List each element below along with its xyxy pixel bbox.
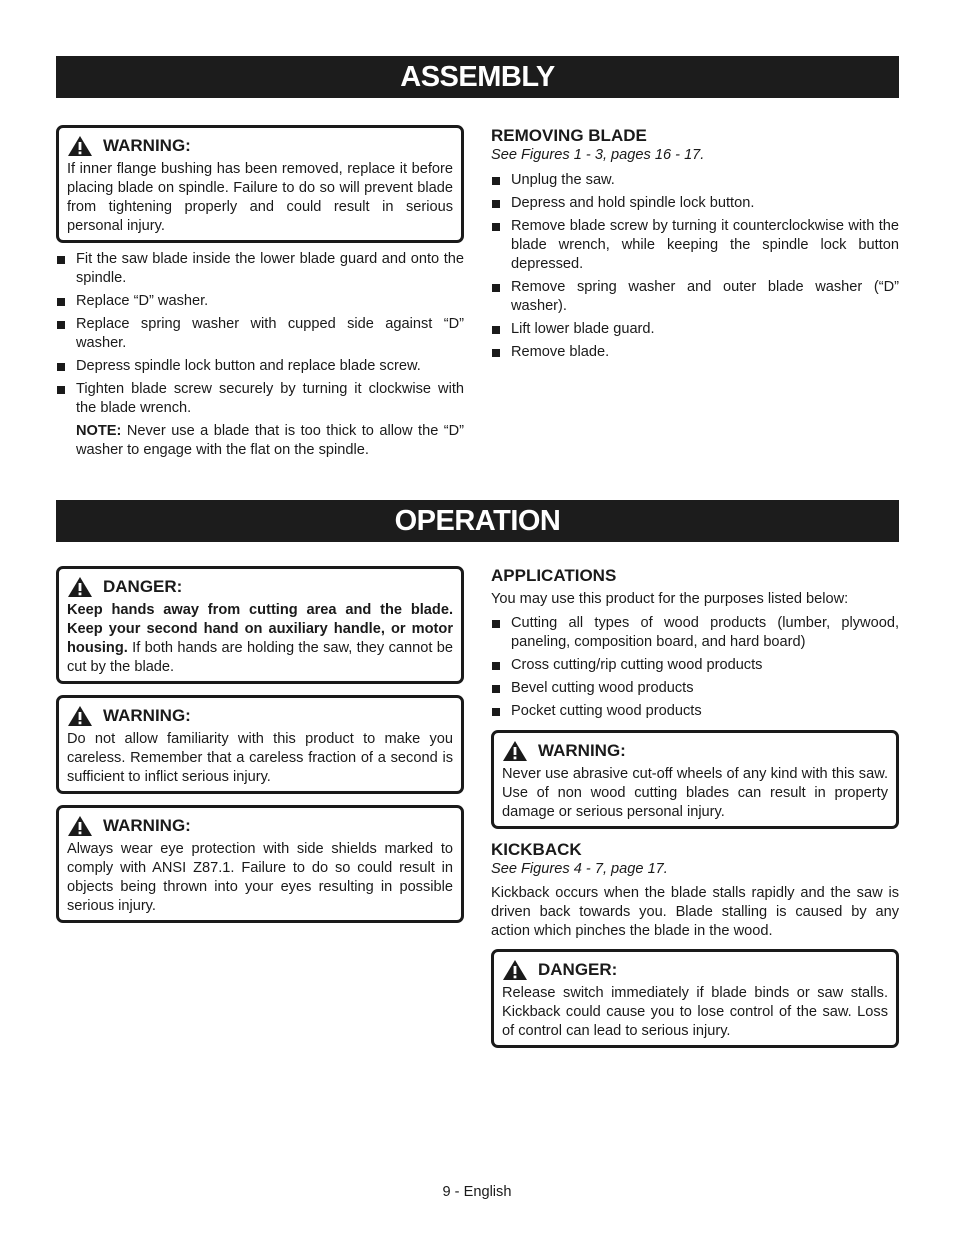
- applications-intro: You may use this product for the purposes listed below:: [491, 591, 849, 607]
- kickback-heading: KICKBACK: [491, 840, 582, 859]
- operation-right-column: [491, 566, 899, 1048]
- warning-label: WARNING:: [103, 816, 191, 835]
- warning-text: Always wear eye protection with side shields marked to comply with ANSI Z87.1. Failure to do so could result in objects being thrown into your eyes resulting in possible serious injury.: [67, 841, 453, 914]
- list-item: Tighten blade screw securely by turning it clockwise with the blade wrench.: [56, 380, 464, 418]
- list-item: Remove blade.: [491, 343, 899, 362]
- kickback-text: Kickback occurs when the blade stalls rapidly and the saw is driven back towards you. Blade stalling is caused by any action which pinches the blade in the wood.: [491, 885, 899, 939]
- note-label: NOTE:: [76, 423, 122, 439]
- warning-triangle-icon: [502, 740, 528, 762]
- danger-text: If both hands are holding the saw, they cannot be cut by the blade.: [67, 640, 453, 675]
- removing-blade-steps: [491, 171, 899, 362]
- danger-text: Release switch immediately if blade binds or saw stalls. Kickback could cause you to lose control of the saw. Loss of control can lead to serious injury.: [502, 985, 888, 1039]
- list-item: Lift lower blade guard.: [491, 320, 899, 339]
- assembly-steps: [56, 250, 464, 418]
- applications-heading: APPLICATIONS: [491, 566, 617, 585]
- warning-box-familiarity: [56, 695, 464, 794]
- warning-text: Do not allow familiarity with this product to make you careless. Remember that a careless fraction of a second is sufficient to inflict serious injury.: [67, 731, 453, 785]
- assembly-header: ASSEMBLY: [56, 56, 899, 98]
- danger-label: DANGER:: [538, 960, 618, 979]
- applications-list: [491, 614, 899, 721]
- list-item: Cross cutting/rip cutting wood products: [491, 656, 899, 675]
- warning-label: WARNING:: [103, 136, 191, 155]
- assembly-left-column: [56, 125, 464, 460]
- list-item: Remove spring washer and outer blade washer (“D” washer).: [491, 278, 899, 316]
- danger-box: [56, 566, 464, 684]
- warning-triangle-icon: [67, 815, 93, 837]
- warning-box-eye-protection: [56, 805, 464, 923]
- list-item: Remove blade screw by turning it counterclockwise with the blade wrench, while keeping the spindle lock button depressed.: [491, 217, 899, 274]
- kickback-ref: See Figures 4 - 7, page 17.: [491, 861, 668, 877]
- list-item: Unplug the saw.: [491, 171, 899, 190]
- warning-label: WARNING:: [538, 741, 626, 760]
- danger-bold-text: Keep hands away from cutting area and the blade. Keep your second hand on auxiliary handle, or motor housing.: [67, 602, 453, 656]
- list-item: Cutting all types of wood products (lumber, plywood, paneling, composition board, and hard board): [491, 614, 899, 652]
- danger-label: DANGER:: [103, 577, 183, 596]
- list-item: Depress spindle lock button and replace blade screw.: [56, 357, 464, 376]
- operation-header: OPERATION: [56, 500, 899, 542]
- warning-label: WARNING:: [103, 706, 191, 725]
- list-item: Depress and hold spindle lock button.: [491, 194, 899, 213]
- warning-triangle-icon: [67, 135, 93, 157]
- warning-triangle-icon: [67, 705, 93, 727]
- list-item: Replace “D” washer.: [56, 292, 464, 311]
- warning-text: Never use abrasive cut-off wheels of any kind with this saw. Use of non wood cutting blades can result in property damage or serious personal injury.: [502, 766, 888, 820]
- removing-blade-ref: See Figures 1 - 3, pages 16 - 17.: [491, 147, 705, 163]
- list-item: Pocket cutting wood products: [491, 702, 899, 721]
- operation-left-column: [56, 566, 464, 923]
- list-item: Replace spring washer with cupped side against “D” washer.: [56, 315, 464, 353]
- assembly-warning-box: [56, 125, 464, 243]
- note-text: Never use a blade that is too thick to allow the “D” washer to engage with the flat on the spindle.: [76, 423, 464, 458]
- assembly-note: [56, 422, 464, 460]
- page-number: 9 - English: [442, 1184, 512, 1200]
- list-item: Fit the saw blade inside the lower blade guard and onto the spindle.: [56, 250, 464, 288]
- warning-box-abrasive: [491, 730, 899, 829]
- warning-text: If inner flange bushing has been removed, replace it before placing blade on spindle. Failure to do so will prevent blade from tightening properly and could result in serious personal injury.: [67, 161, 453, 234]
- list-item: Bevel cutting wood products: [491, 679, 899, 698]
- warning-triangle-icon: [67, 576, 93, 598]
- danger-box-kickback: [491, 949, 899, 1048]
- assembly-right-column: [491, 126, 899, 366]
- removing-blade-heading: REMOVING BLADE: [491, 126, 647, 145]
- warning-triangle-icon: [502, 959, 528, 981]
